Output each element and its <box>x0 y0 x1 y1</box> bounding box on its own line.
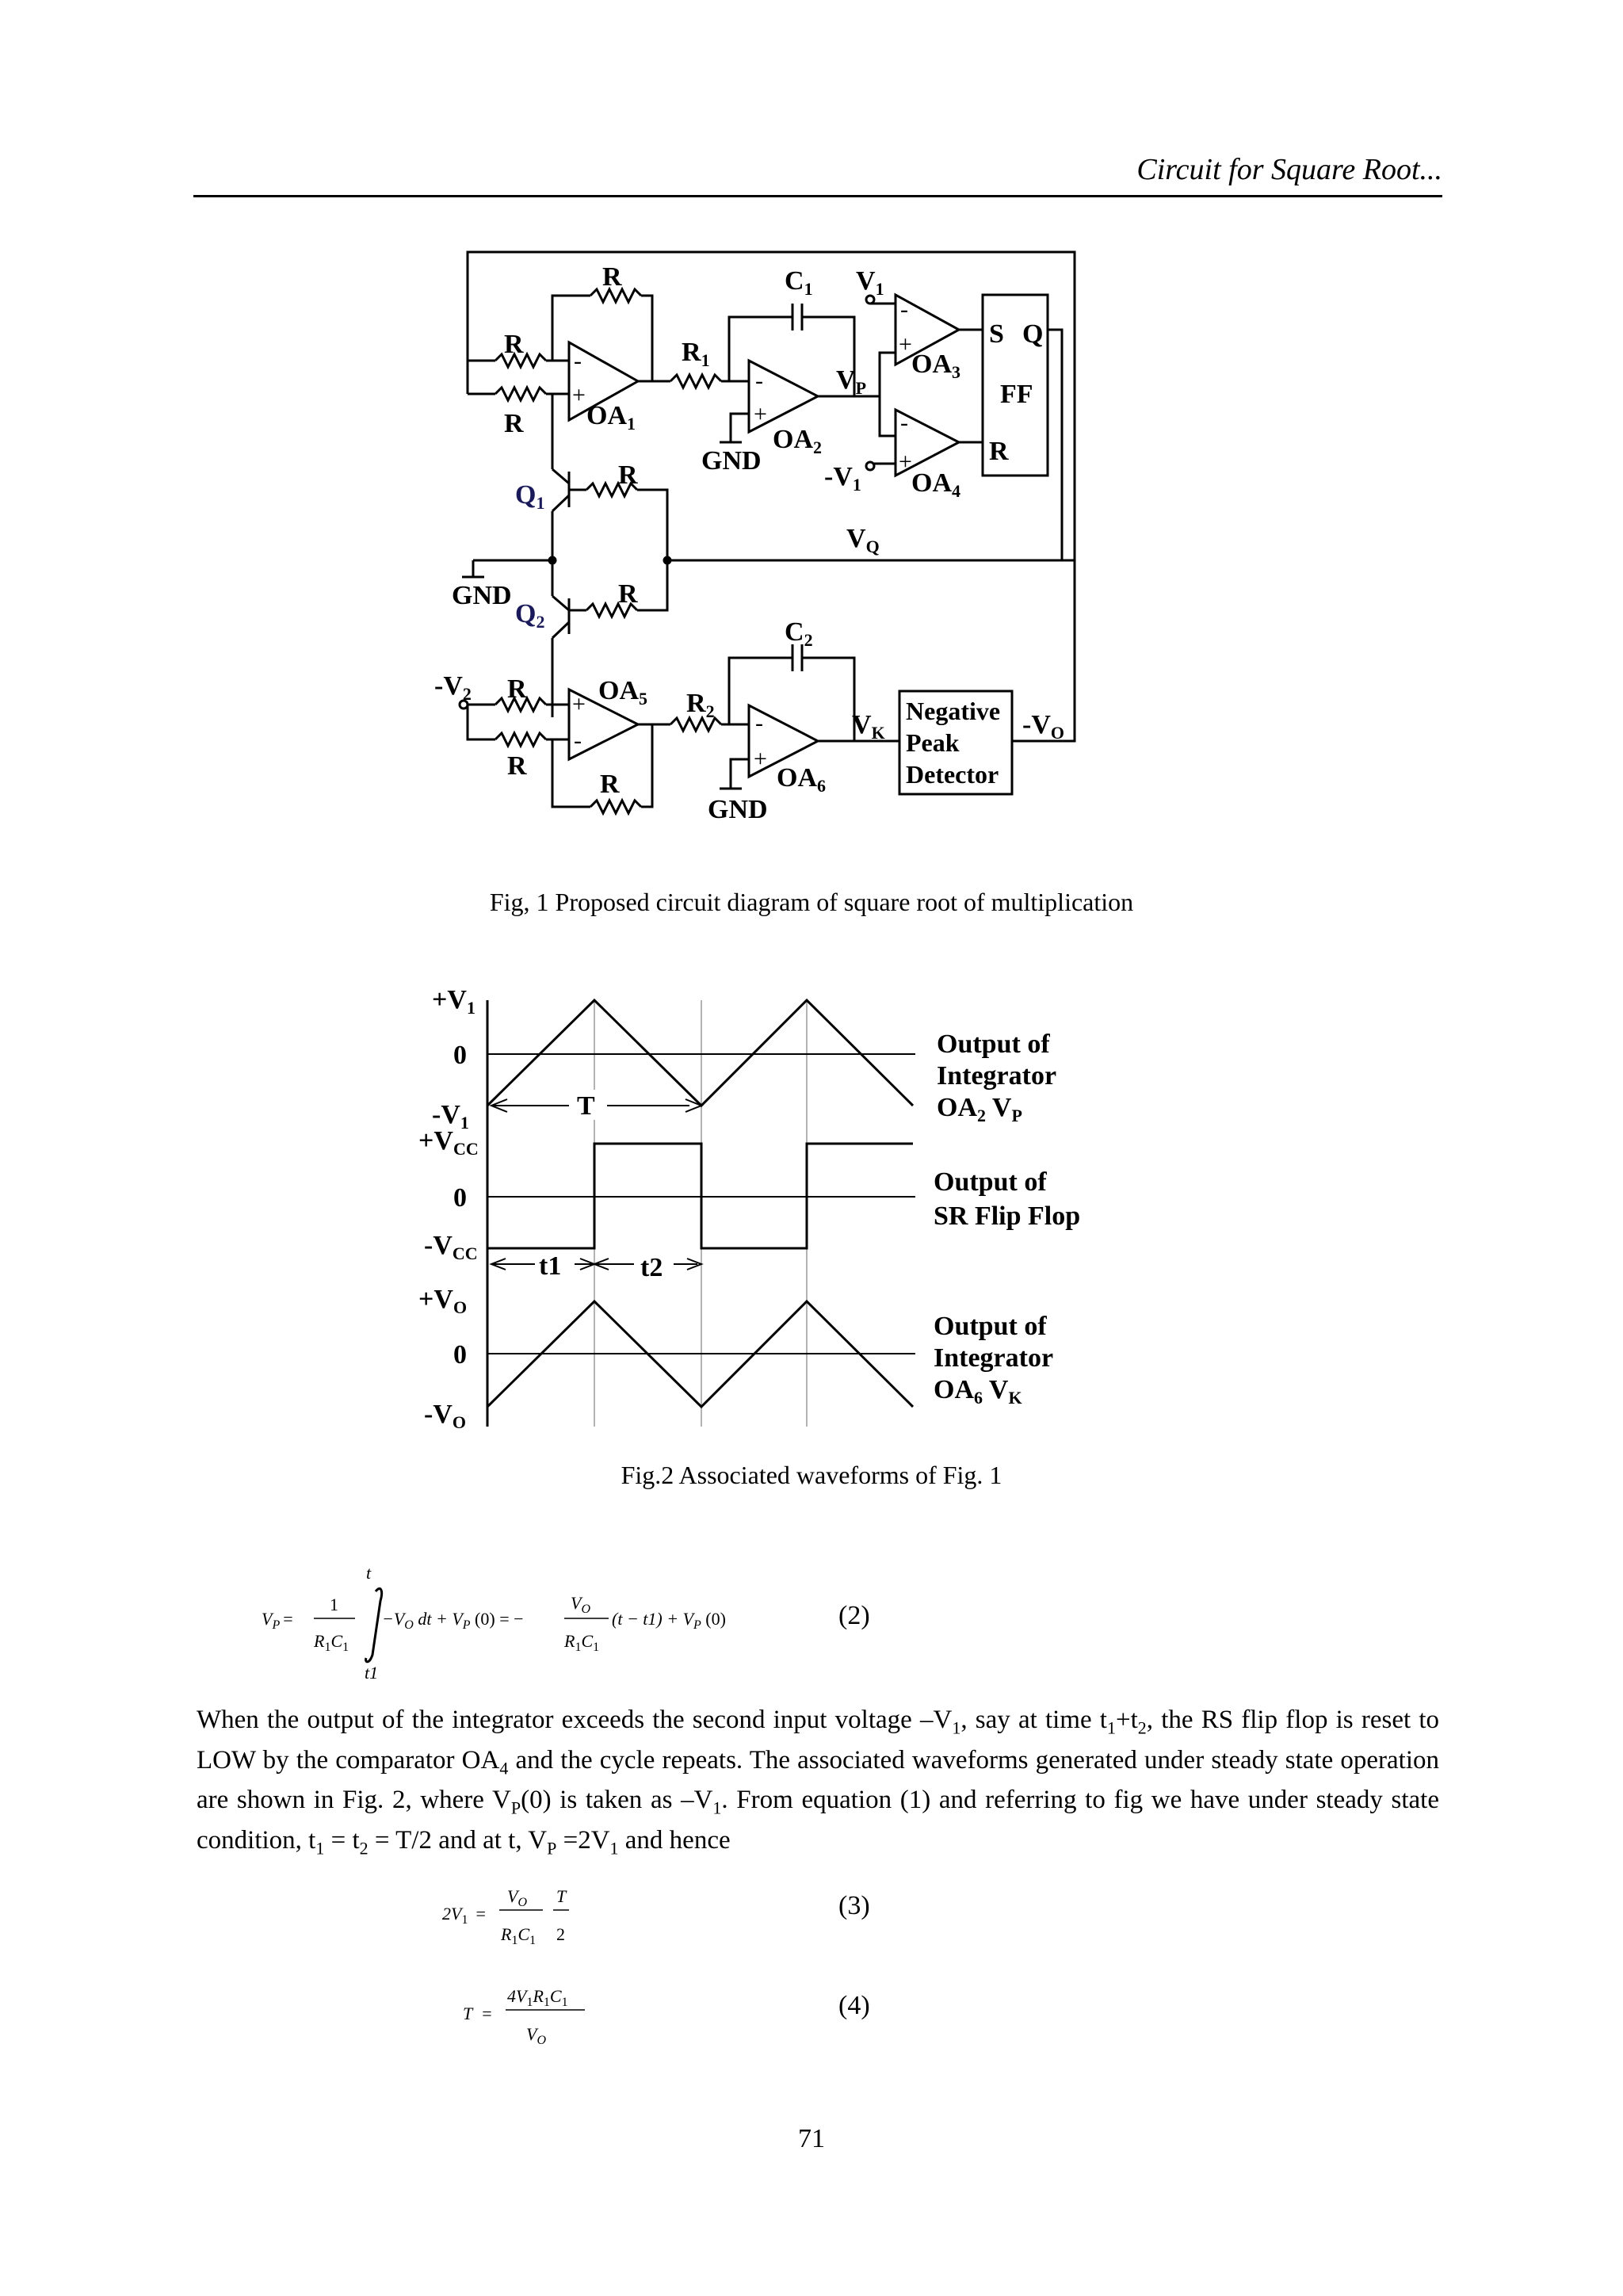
t1-label: t1 <box>539 1251 562 1281</box>
eq3-two: 2 <box>556 1924 565 1944</box>
label-neg-v1: $-V_1$ <box>824 462 861 495</box>
label-r-q1: R <box>618 460 638 490</box>
eq2-r1c1-denominator: $R_1C_1$ <box>314 1631 349 1654</box>
legend-vp-line2: Integrator <box>937 1061 1057 1091</box>
label-zero-2: 0 <box>453 1183 467 1213</box>
label-c1: $C_1$ <box>785 266 813 299</box>
label-r-in3: R <box>507 674 527 704</box>
label-r-fb5: R <box>600 770 620 799</box>
oa5-minus: - <box>574 728 582 754</box>
body-paragraph: When the output of the integrator exceeds the second input voltage $-V_1$, say at time $t_1+t_2$, the RS flip flop is reset to LOW by the comparator $OA_4$ and the cycle repeats. The associated waveforms generated under steady state operation are shown in Fig. 2, where $V_P(0)$ is taken as $-V_1$. From equation (1) and referring to fig we have under steady state condition, $t_1 = t_2 = T/2$ and at t, $V_P =2V_1$ and hence <box>197 1706 1440 1859</box>
eq3-number: (3) <box>838 1891 870 1920</box>
label-gnd-1: GND <box>701 446 762 476</box>
svg-text:1: 1 <box>330 1595 338 1614</box>
label-ff-s: S <box>989 319 1004 349</box>
label-npd-3: Detector <box>906 760 999 789</box>
label-q2: $Q_2$ <box>515 599 545 632</box>
label-r1: $R_1$ <box>682 338 710 370</box>
label-oa3: $OA_3$ <box>911 350 960 382</box>
label-r-q2: R <box>618 579 638 609</box>
label-plus-vcc: $+V_{CC}$ <box>418 1126 479 1159</box>
label-plus-vo: $+V_O$ <box>418 1285 468 1317</box>
label-vk: $V_K$ <box>852 710 885 743</box>
label-npd-2: Peak <box>906 728 960 757</box>
eq3-lhs: $2V_1$ = <box>442 1904 486 1927</box>
label-vp: $V_P$ <box>836 365 867 398</box>
label-c2: $C_2$ <box>785 617 813 650</box>
oa4-minus: - <box>900 410 908 436</box>
eq4-numerator: $4V_1R_1C_1$ <box>507 1986 568 2009</box>
label-r-top: R <box>602 262 622 292</box>
label-plus-v1: $+V_1$ <box>432 985 475 1018</box>
eq2-r1c1-denominator-2: $R_1C_1$ <box>564 1631 600 1654</box>
legend-vk-line1: Output of <box>934 1312 1047 1341</box>
oa2-plus: + <box>754 401 767 427</box>
label-r-in2: R <box>504 409 524 438</box>
label-oa1: $OA_1$ <box>586 401 636 434</box>
eq3-denominator: $R_1C_1$ <box>501 1924 537 1947</box>
label-vq: $V_Q$ <box>846 524 880 556</box>
label-r-in4: R <box>507 751 527 781</box>
eq4-denominator: $V_O$ <box>526 2024 547 2047</box>
oa4-plus: + <box>899 449 912 475</box>
label-v1: $V_1$ <box>856 266 884 299</box>
legend-vp-line1: Output of <box>937 1030 1050 1059</box>
legend-ff-line1: Output of <box>934 1167 1047 1197</box>
svg-text:VP=: $V_P$ = <box>262 1609 293 1632</box>
label-gnd-2: GND <box>452 581 512 610</box>
header-title: Circuit for Square Root... <box>1136 153 1442 186</box>
label-zero-3: 0 <box>453 1340 467 1370</box>
eq2-lower-limit: t1 <box>365 1663 379 1683</box>
oa5-plus: + <box>572 691 586 717</box>
eq2-tail: $(t - t1) + V_P$ (0) <box>612 1609 726 1632</box>
oa6-minus: - <box>755 710 763 736</box>
label-q1: $Q_1$ <box>515 480 545 513</box>
label-minus-v1: $-V_1$ <box>432 1100 469 1133</box>
t2-label: t2 <box>640 1253 663 1282</box>
label-r2: $R_2$ <box>686 689 715 721</box>
eq3-numerator: $V_O$ <box>507 1886 528 1909</box>
label-ff-r: R <box>989 437 1009 466</box>
t-label: T <box>577 1091 595 1121</box>
oa3-minus: - <box>900 296 908 323</box>
legend-vk-line3: $OA_6$ $V_K$ <box>934 1375 1022 1408</box>
fig1-caption: Fig, 1 Proposed circuit diagram of square root of multiplication <box>489 888 1134 916</box>
eq4-lhs: T = <box>463 2004 492 2023</box>
fig2-caption: Fig.2 Associated waveforms of Fig. 1 <box>621 1461 1002 1489</box>
oa1-minus: - <box>574 348 582 374</box>
label-npd-1: Negative <box>906 697 1001 725</box>
eq3-t: T <box>556 1886 567 1906</box>
eq2-upper-limit: t <box>366 1563 372 1583</box>
eq2-integrand: $-V_O$ dt + $V_P$ (0) = − <box>382 1609 524 1632</box>
label-r-in1: R <box>504 330 524 359</box>
label-minus-vcc: $-V_{CC}$ <box>424 1231 478 1263</box>
eq2-number: (2) <box>838 1601 870 1630</box>
page-number: 71 <box>798 2124 825 2153</box>
oa3-plus: + <box>899 331 912 357</box>
legend-ff-line2: SR Flip Flop <box>934 1201 1081 1231</box>
label-gnd-3: GND <box>708 795 768 824</box>
label-oa2: $OA_2$ <box>773 425 822 457</box>
legend-vp-line3: $OA_2$ $V_P$ <box>937 1093 1022 1125</box>
legend-vk-line2: Integrator <box>934 1343 1054 1373</box>
label-oa6: $OA_6$ <box>777 763 826 796</box>
eq2-vo-numerator: $V_O$ <box>571 1593 591 1616</box>
label-oa4: $OA_4$ <box>911 468 960 501</box>
oa2-minus: - <box>755 368 763 394</box>
eq4-number: (4) <box>838 1991 870 2020</box>
label-minus-vo: $-V_O$ <box>424 1400 467 1432</box>
oa1-plus: + <box>572 382 586 408</box>
label-ff: FF <box>1000 380 1033 409</box>
label-oa5: $OA_5$ <box>598 676 647 709</box>
label-ff-q: Q <box>1022 319 1044 349</box>
label-zero-1: 0 <box>453 1041 467 1070</box>
label-neg-v2: $-V_2$ <box>434 671 472 704</box>
label-vo: $-V_O$ <box>1022 710 1065 743</box>
oa6-plus: + <box>754 746 767 772</box>
